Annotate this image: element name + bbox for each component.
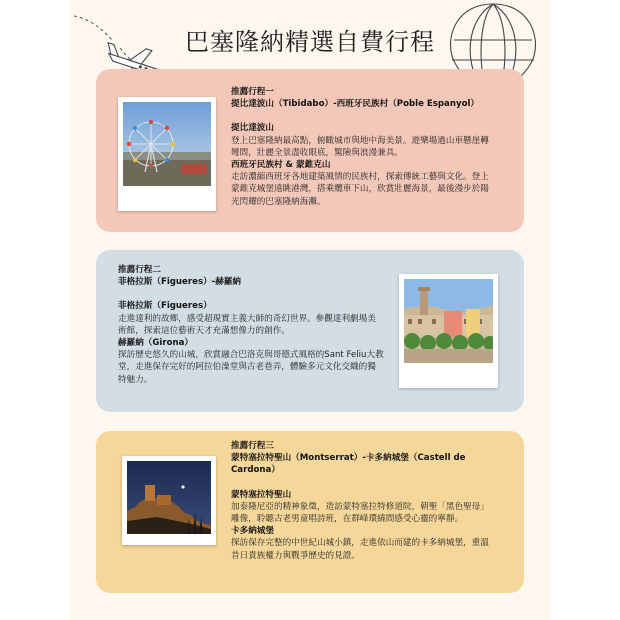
- page-title: 巴塞隆納精選自費行程: [185, 28, 435, 56]
- itinerary-2-stop-1-desc: 走進達利的故鄉，感受超現實主義大師的奇幻世界。參觀達利劇場美術館，探索這位藝術天才充滿想像力的創作。: [118, 313, 376, 336]
- girona-town-image: [404, 279, 493, 363]
- itinerary-1-stop-1-desc: 登上巴塞隆納最高點，俯瞰城市與地中海美景。遊樂場過山車懸崖轉彎間，壯麗全景盡收眼底，驚險與浪漫兼具。: [231, 135, 489, 158]
- itinerary-3-stop-2-name: 卡多納城堡: [231, 526, 274, 537]
- photo-cardona: [122, 456, 216, 545]
- itinerary-1-stop-2-desc: 走訪濃縮西班牙各地建築風情的民族村，探索傳統工藝與文化。登上蒙錐克城堡遠眺港灣，搭乘纜車下山，欣賞壯麗海景，最後漫步於陽光閃耀的巴塞隆納海灘。: [231, 172, 489, 207]
- itinerary-1-text: [231, 86, 497, 208]
- itinerary-1-label: 推薦行程一: [231, 87, 274, 97]
- itinerary-1-stop-1-name: 提比達波山: [231, 123, 274, 134]
- itinerary-3-label: 推薦行程三: [231, 441, 274, 451]
- itinerary-3-text: [231, 440, 497, 562]
- itinerary-2-stop-1-name: 菲格拉斯（Figueres）: [118, 301, 212, 312]
- photo-girona: [399, 274, 498, 388]
- itinerary-3-route: 蒙特塞拉特聖山（Montserrat）-卡多納城堡（Castell de Cardona）: [231, 453, 466, 476]
- photo-tibidabo: [118, 97, 216, 211]
- itinerary-2-stop-2-desc: 探訪歷史悠久的山城，欣賞融合巴洛克與哥德式風格的Sant Feliu大教堂，走進保存完好的阿拉伯澡堂與古老巷弄，體驗多元文化交織的獨特魅力。: [118, 350, 384, 385]
- itinerary-1-stop-2-name: 西班牙民族村 & 蒙錐克山: [231, 160, 331, 171]
- cardona-castle-image: [127, 461, 211, 534]
- itinerary-2-text: [118, 264, 384, 386]
- itinerary-3-stop-1-desc: 加泰隆尼亞的精神象徵，造訪蒙特塞拉特修道院，朝聖「黑色聖母」雕像，聆聽古老男童唱詩班，在群峰環繞間感受心靈的寧靜。: [231, 501, 489, 525]
- itinerary-2-label: 推薦行程二: [118, 265, 161, 275]
- itinerary-3-stop-2-desc: 探訪保存完整的中世紀山城小鎮，走進依山而建的卡多納城堡，重溫昔日貴族權力與戰爭歷史的見證。: [231, 538, 489, 561]
- itinerary-3-stop-1-name: 蒙特塞拉特聖山: [231, 489, 292, 500]
- itinerary-1-route: 提比達波山（Tibidabo）-西班牙民族村（Poble Espanyol）: [231, 99, 480, 110]
- itinerary-2-stop-2-name: 赫羅納（Girona）: [118, 338, 194, 349]
- tibidabo-ferris-wheel-image: [123, 102, 211, 186]
- itinerary-2-route: 菲格拉斯（Figueres）-赫羅納: [118, 277, 242, 288]
